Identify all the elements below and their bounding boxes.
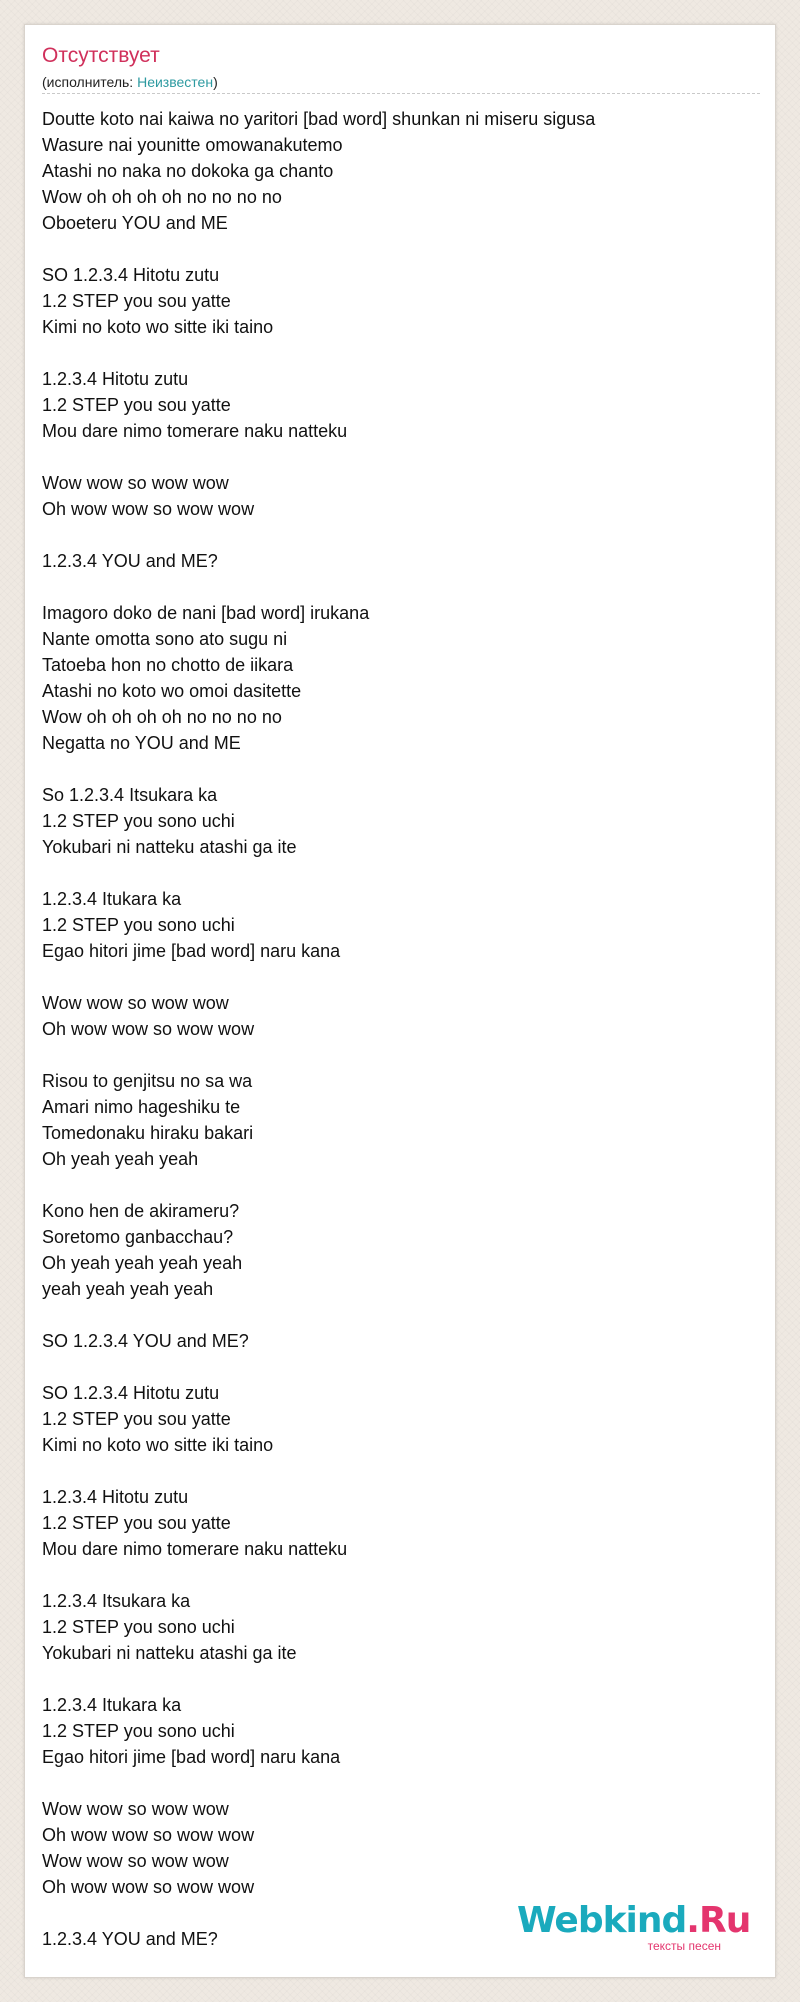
lyrics-line: Kimi no koto wo sitte iki taino [42, 1435, 274, 1455]
lyrics-blank-line [42, 964, 758, 990]
lyrics-blank-line [42, 860, 758, 886]
lyrics-line: Doutte koto nai kaiwa no yaritori [bad word] shunkan ni miseru sigusa [42, 109, 596, 129]
lyrics-blank-line [42, 1302, 758, 1328]
lyrics-line: Atashi no koto wo omoi dasitette [42, 681, 302, 701]
lyrics-blank-line [42, 1562, 758, 1588]
title-divider [42, 93, 760, 94]
lyrics-line: Wow wow so wow wow [42, 1799, 229, 1819]
lyrics-line: Wasure nai younitte omowanakutemo [42, 135, 343, 155]
lyrics-line: 1.2 STEP you sono uchi [42, 811, 235, 831]
lyrics-blank-line [42, 444, 758, 470]
lyrics-text [42, 106, 758, 1952]
lyrics-blank-line [42, 1666, 758, 1692]
lyrics-line: Yokubari ni natteku atashi ga ite [42, 837, 297, 857]
lyrics-line: Tatoeba hon no chotto de iikara [42, 655, 294, 675]
lyrics-line: 1.2 STEP you sou yatte [42, 395, 231, 415]
site-logo-main: Webkind [517, 1900, 687, 1941]
lyrics-line: 1.2 STEP you sou yatte [42, 1513, 231, 1533]
lyrics-blank-line [42, 236, 758, 262]
lyrics-line: Wow oh oh oh oh no no no no [42, 187, 282, 207]
lyrics-line: 1.2.3.4 Itukara ka [42, 889, 182, 909]
lyrics-line: SO 1.2.3.4 YOU and ME? [42, 1331, 249, 1351]
lyrics-blank-line [42, 1042, 758, 1068]
lyrics-line: Nante omotta sono ato sugu ni [42, 629, 288, 649]
lyrics-line: Mou dare nimo tomerare naku natteku [42, 421, 348, 441]
lyrics-line: 1.2.3.4 Itsukara ka [42, 1591, 191, 1611]
lyrics-line: Oh wow wow so wow wow [42, 1825, 255, 1845]
lyrics-line: 1.2.3.4 Hitotu zutu [42, 369, 189, 389]
lyrics-blank-line [42, 522, 758, 548]
lyrics-line: Oh wow wow so wow wow [42, 1019, 255, 1039]
lyrics-line: Kimi no koto wo sitte iki taino [42, 317, 274, 337]
lyrics-line: Tomedonaku hiraku bakari [42, 1123, 254, 1143]
lyrics-line: Wow wow so wow wow [42, 1851, 229, 1871]
lyrics-line: 1.2 STEP you sono uchi [42, 915, 235, 935]
lyrics-blank-line [42, 1354, 758, 1380]
lyrics-line: Risou to genjitsu no sa wa [42, 1071, 253, 1091]
lyrics-line: Oh yeah yeah yeah yeah [42, 1253, 243, 1273]
lyrics-line: Egao hitori jime [bad word] naru kana [42, 941, 341, 961]
site-logo-name [517, 1900, 751, 1941]
lyrics-line: Wow wow so wow wow [42, 473, 229, 493]
lyrics-line: So 1.2.3.4 Itsukara ka [42, 785, 218, 805]
lyrics-line: Amari nimo hageshiku te [42, 1097, 241, 1117]
lyrics-line: 1.2.3.4 Itukara ka [42, 1695, 182, 1715]
lyrics-line: 1.2 STEP you sou yatte [42, 291, 231, 311]
site-logo-tld: .Ru [686, 1900, 751, 1941]
lyrics-line: Imagoro doko de nani [bad word] irukana [42, 603, 370, 623]
lyrics-line: Oh yeah yeah yeah [42, 1149, 199, 1169]
lyrics-line: yeah yeah yeah yeah [42, 1279, 214, 1299]
lyrics-line: 1.2 STEP you sono uchi [42, 1721, 235, 1741]
lyrics-line: Oh wow wow so wow wow [42, 1877, 255, 1897]
artist-suffix: ) [213, 74, 218, 90]
site-logo[interactable] [517, 1900, 751, 1953]
lyrics-line: Oboeteru YOU and ME [42, 213, 228, 233]
lyrics-line: Wow oh oh oh oh no no no no [42, 707, 282, 727]
lyrics-blank-line [42, 1770, 758, 1796]
lyrics-line: SO 1.2.3.4 Hitotu zutu [42, 265, 220, 285]
lyrics-line: Oh wow wow so wow wow [42, 499, 255, 519]
lyrics-line: Negatta no YOU and ME [42, 733, 241, 753]
lyrics-line: Atashi no naka no dokoka ga chanto [42, 161, 334, 181]
site-logo-tagline: тексты песен [647, 1939, 721, 1953]
artist-prefix: (исполнитель: [42, 74, 138, 90]
lyrics-line: Wow wow so wow wow [42, 993, 229, 1013]
lyrics-card [24, 24, 776, 1978]
artist-line [42, 74, 218, 90]
lyrics-blank-line [42, 1172, 758, 1198]
artist-link[interactable]: Неизвестен [137, 74, 214, 90]
lyrics-line: Mou dare nimo tomerare naku natteku [42, 1539, 348, 1559]
lyrics-line: 1.2.3.4 YOU and ME? [42, 551, 218, 571]
lyrics-line: Yokubari ni natteku atashi ga ite [42, 1643, 297, 1663]
lyrics-line: 1.2.3.4 YOU and ME? [42, 1929, 218, 1949]
lyrics-line: SO 1.2.3.4 Hitotu zutu [42, 1383, 220, 1403]
lyrics-line: 1.2.3.4 Hitotu zutu [42, 1487, 189, 1507]
lyrics-blank-line [42, 756, 758, 782]
lyrics-blank-line [42, 340, 758, 366]
lyrics-blank-line [42, 1458, 758, 1484]
song-title: Отсутствует [42, 44, 160, 67]
lyrics-line: Kono hen de akirameru? [42, 1201, 240, 1221]
lyrics-line: Soretomo ganbacchau? [42, 1227, 234, 1247]
lyrics-line: 1.2 STEP you sou yatte [42, 1409, 231, 1429]
lyrics-line: Egao hitori jime [bad word] naru kana [42, 1747, 341, 1767]
lyrics-line: 1.2 STEP you sono uchi [42, 1617, 235, 1637]
lyrics-blank-line [42, 574, 758, 600]
